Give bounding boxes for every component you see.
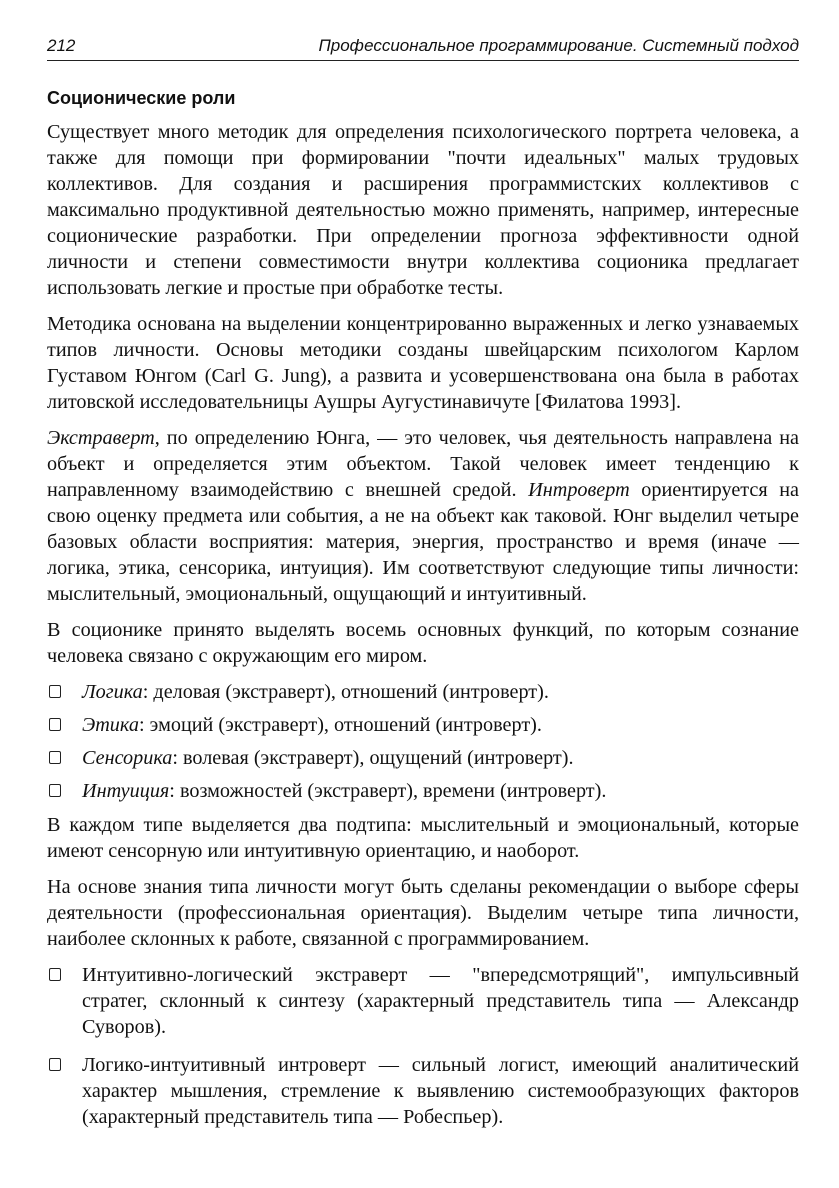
types-list [47,962,799,1130]
paragraph-extravert [47,425,799,607]
function-term: Сенсорика [82,747,173,769]
list-item [47,679,799,705]
function-term: Интуиция [82,780,170,802]
term-introvert: Интроверт [528,479,630,501]
function-text: : эмоций (экстраверт), отношений (интроверт). [138,714,542,736]
paragraph-functions-intro: В соционике принято выделять восемь основных функций, по которым сознание человека связано с окружающим его миром. [47,619,799,667]
running-header [47,36,799,61]
type-text: Интуитивно-логический экстраверт — "впередсмотрящий", импульсивный стратег, склонный к синтезу (характерный представитель типа — Александр Суворов). [82,964,799,1038]
checkbox-bullet-icon [49,1058,61,1071]
paragraph-extravert-text-2: ориентируется на свою оценку предмета или события, а не на объект как таковой. Юнг выделил четыре базовых области восприятия: материя, энергия, пространство и время (иначе — логика, этика, сенсорика, интуиция). Им соответствуют следующие типы личности: мыслительный, эмоциональный, ощущающий и интуитивный. [47,479,800,605]
type-text: Логико-интуитивный интроверт — сильный логист, имеющий аналитический характер мышления, стремление к выявлению системообразующих факторов (характерный представитель типа — Робеспьер). [82,1054,799,1128]
paragraph-recommendations: На основе знания типа личности могут быть сделаны рекомендации о выборе сферы деятельности (профессиональная ориентация). Выделим четыре типа личности, наиболее склонных к работе, связанной с программированием. [47,876,799,950]
list-item [47,712,799,738]
checkbox-bullet-icon [49,784,61,797]
function-text: : деловая (экстраверт), отношений (интроверт). [142,681,549,703]
book-page [47,36,799,1142]
function-text: : возможностей (экстраверт), времени (интроверт). [169,780,607,802]
term-extravert: Экстраверт [47,427,155,449]
list-item [47,778,799,804]
page-number: 212 [47,36,76,55]
function-text: : волевая (экстраверт), ощущений (интроверт). [172,747,574,769]
checkbox-bullet-icon [49,968,61,981]
running-title: Профессиональное программирование. Системный подход [318,36,799,55]
paragraph-subtypes: В каждом типе выделяется два подтипа: мыслительный и эмоциональный, которые имеют сенсорную или интуитивную ориентацию, и наоборот. [47,814,799,862]
function-term: Этика [82,714,139,736]
paragraph-extravert-text-1: , по определению Юнга, — это человек, чья деятельность направлена на объект и определяется этим объектом. Такой человек имеет тенденцию к направленному взаимодействию с внешней средой. [47,427,799,501]
checkbox-bullet-icon [49,685,61,698]
list-item [47,1052,799,1130]
section-title: Соционические роли [47,88,236,108]
list-item [47,745,799,771]
checkbox-bullet-icon [49,751,61,764]
checkbox-bullet-icon [49,718,61,731]
paragraph-method: Методика основана на выделении концентрированно выраженных и легко узнаваемых типов личности. Основы методики созданы швейцарским психологом Карлом Густавом Юнгом (Carl G. Jung), а развита и усовершенствована она была в работах литовской исследовательницы Аушры Аугустинавичуте [Филатова 1993]. [47,313,799,413]
function-term: Логика [82,681,143,703]
functions-list [47,679,799,804]
paragraph-intro: Существует много методик для определения психологического портрета человека, а также для помощи при формировании "почти идеальных" малых трудовых коллективов. Для создания и расширения программистских коллективов с максимально продуктивной деятельностью можно применять, например, интересные соционические разработки. При определении прогноза эффективности одной личности и степени совместимости внутри коллектива соционика предлагает использовать легкие и простые при обработке тесты. [47,121,799,299]
list-item [47,962,799,1040]
